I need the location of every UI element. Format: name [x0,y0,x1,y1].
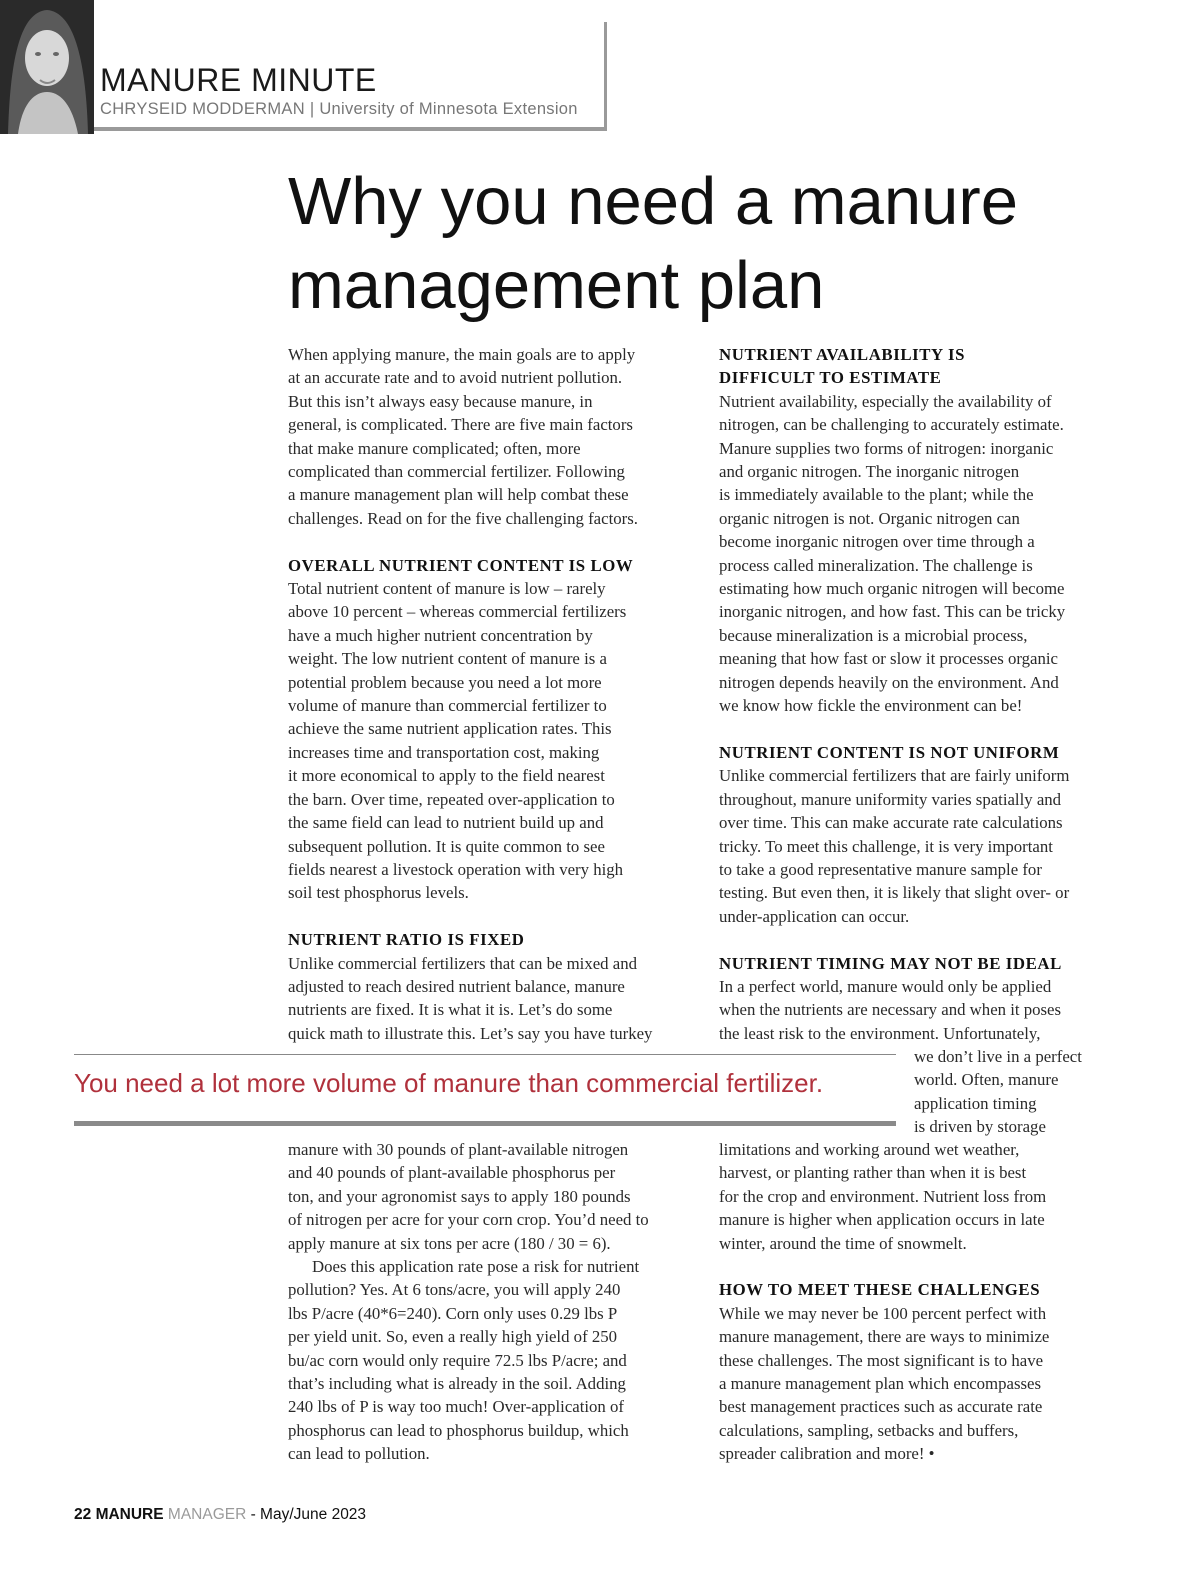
pull-quote-bottom-rule [74,1121,896,1126]
text-line: But this isn’t always easy because manure, in [288,391,593,411]
text-line: limitations and working around wet weather, [719,1140,1020,1159]
text-line: a manure management plan will help combat these [288,485,629,505]
text-line: subsequent pollution. It is quite common to see [288,836,605,856]
text-line: when the nutrients are necessary and when it poses [719,1000,1062,1020]
text-line: Unlike commercial fertilizers that are fairly uniform [719,766,1070,786]
text-line: can lead to pollution. [288,1444,430,1464]
text-line: it more economical to apply to the field nearest [288,766,605,786]
article-headline [288,160,1168,328]
math-paragraph [288,1138,698,1255]
text-line: because mineralization is a microbial process, [719,625,1028,645]
text-line: complicated than commercial fertilizer. Following [288,462,625,482]
text-line: world. Often, manure [914,1070,1059,1090]
overall-nutrient-paragraph [288,577,698,905]
text-line: is driven by storage [914,1117,1046,1137]
text-line: for the crop and environment. Nutrient loss from [719,1186,1047,1206]
text-line: calculations, sampling, setbacks and buffers, [719,1420,1019,1440]
text-line: manure with 30 pounds of plant-available nitrogen [288,1140,629,1159]
text-line: these challenges. The most significant is to have [719,1350,1044,1370]
text-line: testing. But even then, it is likely that slight over- or [719,883,1070,903]
text-line: While we may never be 100 percent perfect with [719,1303,1047,1323]
risk-paragraph [288,1255,698,1466]
text-line: potential problem because you need a lot more [288,672,602,692]
text-line: nitrogen depends heavily on the environment. And [719,672,1059,692]
pull-quote-top-rule [74,1054,896,1055]
text-line: spreader calibration and more! • [719,1444,935,1464]
author-affiliation: University of Minnesota Extension [319,100,578,118]
text-line: bu/ac corn would only require 72.5 lbs P/acre; and [288,1350,627,1370]
pull-quote: You need a lot more volume of manure than commercial fertilizer. [74,1068,824,1098]
text-line: a manure management plan which encompasses [719,1374,1041,1394]
text-line: that’s including what is already in the soil. Adding [288,1374,626,1394]
text-line: apply manure at six tons per acre (180 / 30 = 6). [288,1233,611,1253]
text-line: ton, and your agronomist says to apply 180 pounds [288,1186,631,1206]
text-line: to take a good representative manure sample for [719,859,1042,879]
timing-continued-paragraph [719,1138,1129,1255]
column-title: MANURE MINUTE [100,62,377,98]
page-number: 22 [74,1506,92,1523]
text-line: general, is complicated. There are five main factors [288,415,633,435]
magazine-brand-light: MANAGER [167,1506,247,1523]
text-line: lbs P/acre (40*6=240). Corn only uses 0.29 lbs P [288,1303,618,1323]
section-heading-nutrient-ratio: NUTRIENT RATIO IS FIXED [288,930,525,950]
section-heading-not-uniform: NUTRIENT CONTENT IS NOT UNIFORM [719,742,1060,762]
text-line: nutrients are fixed. It is what it is. Let’s do some [288,1000,613,1020]
text-line: winter, around the time of snowmelt. [719,1233,967,1253]
text-line: nitrogen, can be challenging to accurately estimate. [719,415,1064,435]
text-line: Unlike commercial fertilizers that can be mixed and [288,953,637,973]
byline [100,100,578,119]
text-line: inorganic nitrogen, and how fast. This can be tricky [719,602,1066,622]
section-heading-overall-nutrient: OVERALL NUTRIENT CONTENT IS LOW [288,555,634,575]
text-line: Manure supplies two forms of nitrogen: inorganic [719,438,1054,458]
text-line: is immediately available to the plant; while the [719,485,1034,505]
right-column-top [719,343,1129,1045]
section-heading-availability-line-1: NUTRIENT AVAILABILITY IS [719,345,966,364]
page-footer [74,1506,366,1524]
not-uniform-paragraph [719,764,1129,928]
availability-paragraph [719,390,1129,718]
text-line: Does this application rate pose a risk for nutrient [312,1257,640,1277]
intro-paragraph [288,343,698,530]
text-line: weight. The low nutrient content of manure is a [288,649,607,669]
author-photo [0,0,94,134]
left-column-top [288,343,698,1045]
text-line: achieve the same nutrient application rates. This [288,719,612,739]
timing-paragraph [719,975,1129,1045]
text-line: 240 lbs of P is way too much! Over-application of [288,1397,625,1417]
header-vertical-rule [604,22,607,130]
author-name: CHRYSEID MODDERMAN [100,100,305,118]
header-horizontal-rule [94,127,607,131]
text-line: the same field can lead to nutrient build up and [288,813,604,833]
text-line: estimating how much organic nitrogen will become [719,579,1065,599]
text-line: challenges. Read on for the five challenging factors. [288,508,638,528]
text-line: the barn. Over time, repeated over-application to [288,789,615,809]
text-line: tricky. To meet this challenge, it is very important [719,836,1053,856]
text-line: quick math to illustrate this. Let’s say you have turkey [288,1023,653,1043]
text-line: have a much higher nutrient concentration by [288,625,593,645]
text-line: Nutrient availability, especially the availability of [719,391,1052,411]
text-line: manure is higher when application occurs in late [719,1210,1045,1230]
text-line: best management practices such as accurate rate [719,1397,1043,1417]
text-line: and organic nitrogen. The inorganic nitrogen [719,462,1020,482]
issue-date: - May/June 2023 [250,1506,367,1523]
byline-separator: | [309,100,315,118]
text-line: In a perfect world, manure would only be applied [719,976,1052,996]
text-line: increases time and transportation cost, making [288,742,600,762]
text-line: volume of manure than commercial fertilizer to [288,696,607,716]
text-line: phosphorus can lead to phosphorus buildup, which [288,1420,629,1440]
text-line: application timing [914,1093,1037,1113]
challenges-paragraph [719,1302,1129,1466]
left-column-bottom [288,1138,698,1466]
text-line: of nitrogen per acre for your corn crop. You’d need to [288,1210,649,1230]
text-line: adjusted to reach desired nutrient balance, manure [288,976,625,996]
text-line: that make manure complicated; often, more [288,438,581,458]
text-line: we don’t live in a perfect [914,1047,1082,1066]
text-line: per yield unit. So, even a really high yield of 250 [288,1327,618,1347]
text-line: we know how fickle the environment can be! [719,696,1023,716]
text-line: soil test phosphorus levels. [288,883,469,903]
text-line: at an accurate rate and to avoid nutrient pollution. [288,368,623,388]
text-line: manure management, there are ways to minimize [719,1327,1050,1347]
text-line: harvest, or planting rather than when it is best [719,1163,1027,1183]
nutrient-ratio-paragraph [288,952,698,1046]
headline-line-1: Why you need a manure [288,164,1018,239]
text-line: When applying manure, the main goals are to apply [288,345,636,364]
text-line: fields nearest a livestock operation with very high [288,859,624,879]
text-line: over time. This can make accurate rate calculations [719,813,1063,833]
text-line: and 40 pounds of plant-available phosphorus per [288,1163,616,1183]
text-line: the least risk to the environment. Unfortunately, [719,1023,1041,1043]
text-line: process called mineralization. The challenge is [719,555,1033,575]
text-line: organic nitrogen is not. Organic nitrogen can [719,508,1020,528]
headline-line-2: management plan [288,248,825,323]
section-heading-challenges: HOW TO MEET THESE CHALLENGES [719,1280,1041,1300]
text-line: above 10 percent – whereas commercial fertilizers [288,602,627,622]
timing-paragraph-wrap [914,1045,1134,1139]
text-line: become inorganic nitrogen over time through a [719,532,1035,552]
section-heading-timing: NUTRIENT TIMING MAY NOT BE IDEAL [719,953,1062,973]
section-heading-availability-line-2: DIFFICULT TO ESTIMATE [719,368,942,388]
text-line: Total nutrient content of manure is low – rarely [288,579,606,599]
right-column-bottom [719,1138,1129,1466]
magazine-brand-bold: MANURE [95,1506,164,1523]
text-line: under-application can occur. [719,906,910,926]
text-line: meaning that how fast or slow it processes organic [719,649,1058,669]
text-line: throughout, manure uniformity varies spatially and [719,789,1062,809]
text-line: pollution? Yes. At 6 tons/acre, you will apply 240 [288,1280,621,1300]
